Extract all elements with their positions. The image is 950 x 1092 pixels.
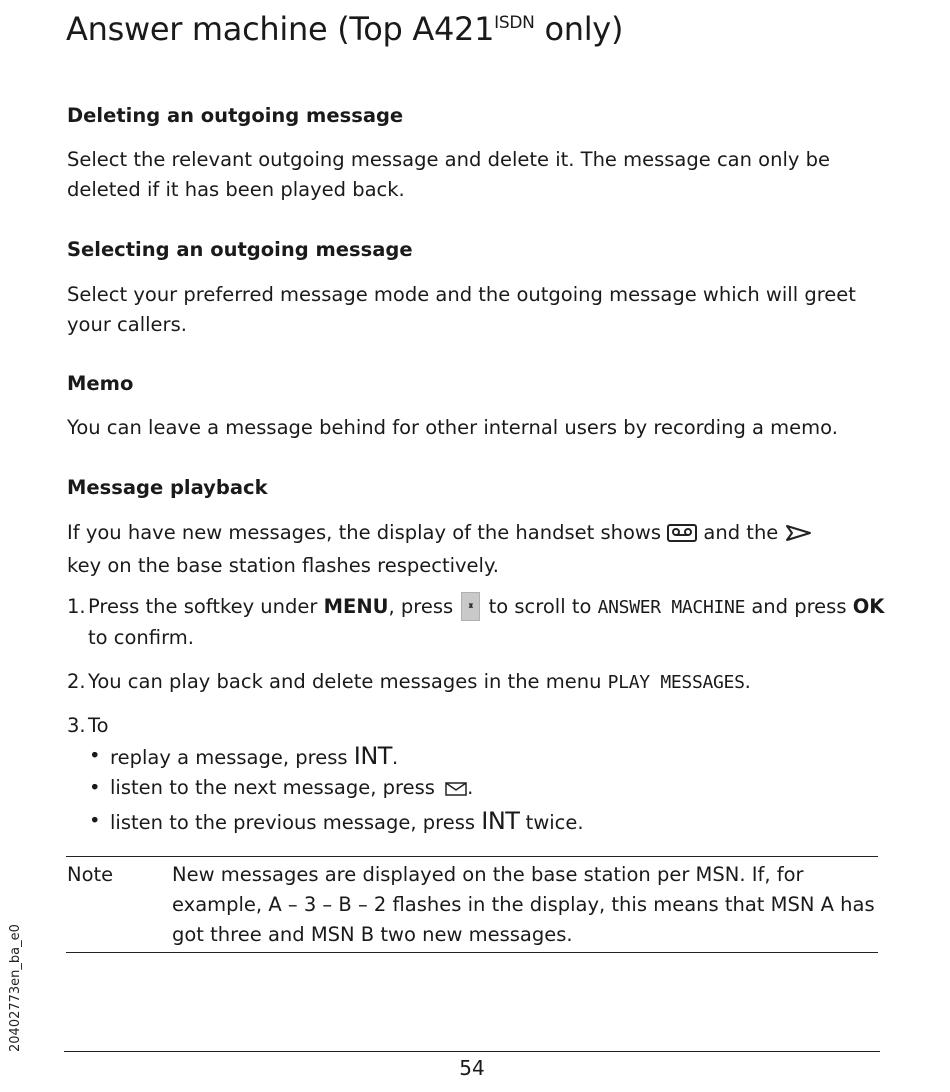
int-key-label: INT — [481, 807, 520, 835]
play-key-icon — [785, 521, 813, 551]
step-3: 3. To — [67, 711, 897, 741]
scroll-key-icon — [461, 592, 480, 621]
paragraph-playback-intro: If you have new messages, the display of the handset shows and the key on the base station flashes respectively. — [67, 518, 847, 581]
paragraph-memo: You can leave a message behind for other internal users by recording a memo. — [67, 416, 838, 439]
step-1: 1. Press the softkey under MENU, press ▴ ▾ to scroll to ANSWER MACHINE and press OK to confirm. — [67, 592, 897, 653]
tape-icon — [667, 521, 697, 551]
display-text-play-messages: PLAY MESSAGES — [607, 672, 745, 693]
menu-key-label: MENU — [323, 595, 389, 618]
ok-key-label: OK — [852, 595, 885, 618]
note-top-rule — [66, 856, 878, 857]
heading-selecting-outgoing-message: Selecting an outgoing message — [67, 238, 413, 261]
footer-rule — [64, 1051, 880, 1052]
step-number: 3. — [67, 714, 86, 737]
step-2: 2. You can play back and delete messages in the menu PLAY MESSAGES. — [67, 667, 897, 698]
list-item: • listen to the previous message, press INT twice. — [89, 807, 584, 835]
note-text: New messages are displayed on the base station per MSN. If, for example, A – 3 – B – 2 flashes in the display, this means that MSN A has got three and MSN B two new messages. — [172, 863, 875, 946]
heading-message-playback: Message playback — [67, 476, 268, 499]
paragraph-selecting: Select your preferred message mode and the outgoing message which will greet your callers. — [67, 283, 856, 336]
page-number: 54 — [459, 1056, 485, 1080]
page-title: Answer machine (Top $A421^{ISDN}$ only) — [66, 10, 624, 48]
note-bottom-rule — [66, 952, 878, 953]
title-superscript: ISDN — [494, 13, 535, 33]
paragraph-deleting: Select the relevant outgoing message and delete it. The message can only be deleted if it has been played back. — [67, 148, 831, 201]
step-number: 1. — [67, 595, 86, 618]
list-item: • replay a message, press INT. — [89, 742, 399, 770]
list-item: • listen to the next message, press . — [87, 773, 867, 806]
heading-deleting-outgoing-message: Deleting an outgoing message — [67, 104, 404, 127]
document-id: 20402773en_ba_e0 — [8, 924, 23, 1052]
int-key-label: INT — [353, 742, 392, 770]
heading-memo: Memo — [67, 372, 134, 395]
display-text-answer-machine: ANSWER MACHINE — [597, 597, 746, 618]
note-label: Note — [67, 863, 114, 886]
step-3-bullets — [87, 741, 867, 838]
envelope-icon — [445, 776, 467, 806]
step-number: 2. — [67, 670, 86, 693]
